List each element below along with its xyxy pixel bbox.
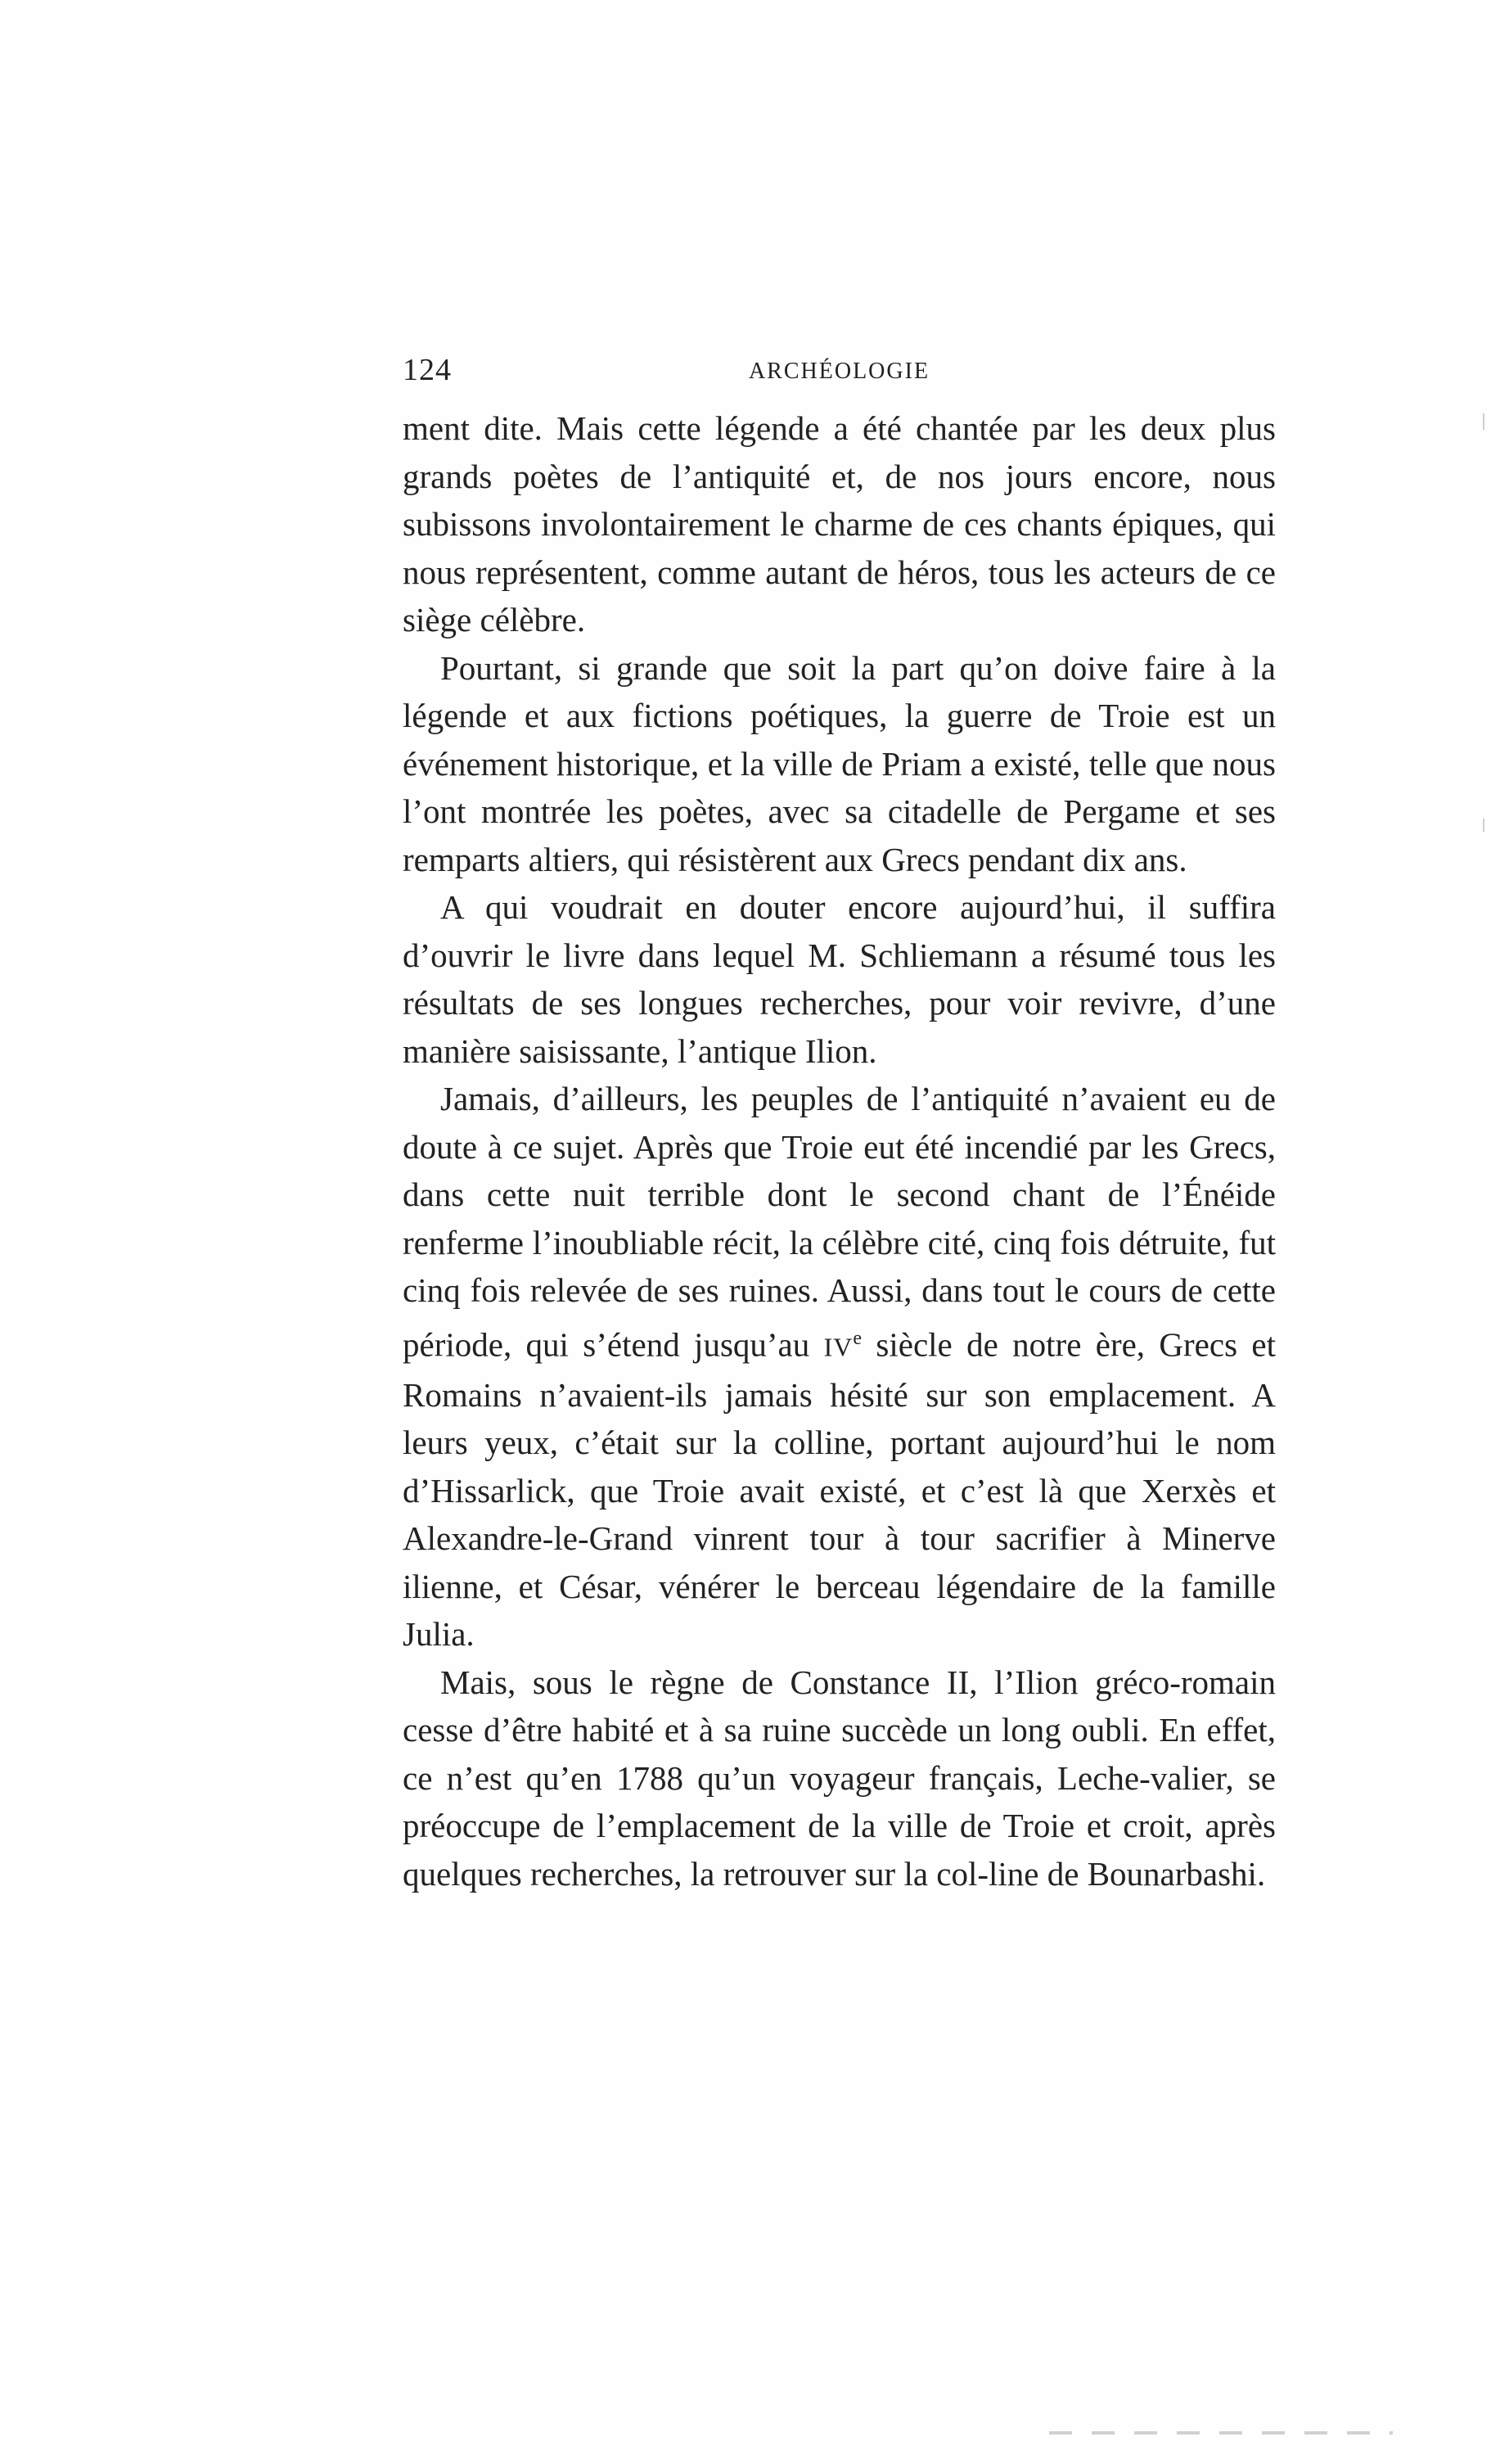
page-number: 124 bbox=[403, 353, 452, 387]
margin-mark-right-mid bbox=[1483, 819, 1484, 832]
century-superscript: e bbox=[853, 1327, 863, 1349]
paragraph-4-text-start: Jamais, d’ailleurs, les peuples de l’antiquité n’avaient eu de doute à ce sujet. Après que Troie eut été incendié par les Grecs, dans cette nuit terrible dont le second chant de l’Énéide renferme l’inoubliable récit, la célèbre cité, cinq fois détruite, fut cinq fois relevée de ses ruines. Aussi, dans tout le cours de cette période, qui s’étend jusqu’au bbox=[403, 1080, 1276, 1364]
body-text bbox=[403, 404, 1276, 1898]
paragraph-4 bbox=[403, 1075, 1276, 1658]
margin-mark-right-top bbox=[1483, 413, 1484, 430]
paragraph-1: ment dite. Mais cette légende a été chantée par les deux plus grands poètes de l’antiquité et, de nos jours encore, nous subissons involontairement le charme de ces chants épiques, qui nous représentent, comme autant de héros, tous les acteurs de ce siège célèbre. bbox=[403, 409, 1276, 639]
page-header bbox=[403, 352, 1276, 393]
paragraph-3: A qui voudrait en douter encore aujourd’hui, il suffira d’ouvrir le livre dans lequel M. Schliemann a résumé tous les résultats de ses longues recherches, pour voir revivre, d’une manière saisissante, l’antique Ilion. bbox=[403, 888, 1276, 1070]
century-numeral: IV bbox=[823, 1332, 854, 1362]
paragraph-5: Mais, sous le règne de Constance II, l’Ilion gréco-romain cesse d’être habité et à sa ruine succède un long oubli. En effet, ce n’est qu’en 1788 qu’un voyageur français, Leche-valier, se préoccupe de l’emplacement de la ville de Troie et croit, après quelques recherches, la retrouver sur la col-line de Bounarbashi. bbox=[403, 1663, 1276, 1893]
scan-artifact bbox=[1049, 2431, 1393, 2435]
running-head: ARCHÉOLOGIE bbox=[748, 359, 930, 384]
paragraph-4-text-end: siècle de notre ère, Grecs et Romains n’avaient-ils jamais hésité sur son emplacement. A leurs yeux, c’était sur la colline, portant aujourd’hui le nom d’Hissarlick, que Troie avait existé, et c’est là que Xerxès et Alexandre-le-Grand vinrent tour à tour sacrifier à Minerve ilienne, et César, vénérer le berceau légendaire de la famille Julia. bbox=[403, 1325, 1276, 1654]
paragraph-2: Pourtant, si grande que soit la part qu’on doive faire à la légende et aux fictions poétiques, la guerre de Troie est un événement historique, et la ville de Priam a existé, telle que nous l’ont montrée les poètes, avec sa citadelle de Pergame et ses remparts altiers, qui résistèrent aux Grecs pendant dix ans. bbox=[403, 648, 1276, 878]
